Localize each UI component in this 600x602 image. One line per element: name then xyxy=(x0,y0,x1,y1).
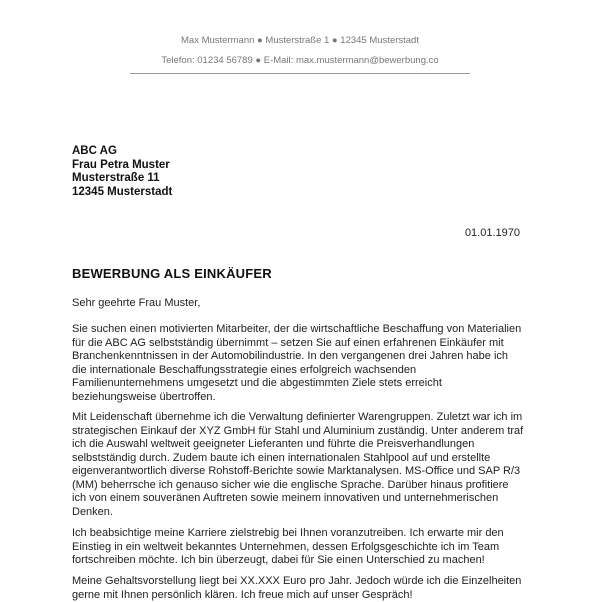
paragraph-line: Sie suchen einen motivierten Mitarbeiter, der die wirtschaftliche Beschaffung von Materialien xyxy=(72,323,532,337)
paragraph-line: ich die Auswahl weltweit geeigneter Lieferanten und führte die Preisverhandlungen xyxy=(72,438,532,452)
paragraph-line: gerne mit Ihnen persönlich klären. Ich freue mich auf unser Gespräch! xyxy=(72,589,532,602)
salutation: Sehr geehrte Frau Muster, xyxy=(72,297,200,309)
letter-subject: BEWERBUNG ALS EINKÄUFER xyxy=(72,266,272,281)
paragraph-line: Familienunternehmens umgesetzt und die abgestimmten Ziele stets erreicht xyxy=(72,377,532,391)
recipient-company: ABC AG xyxy=(72,145,172,159)
sender-contact-line: Telefon: 01234 56789 ● E-Mail: max.mustermann@bewerbung.co xyxy=(0,55,600,66)
paragraph-line: (MM) beherrsche ich genauso sicher wie die englische Sprache. Darüber hinaus profitiere xyxy=(72,479,532,493)
paragraph-line: fortschreiben möchte. Ich bin überzeugt, dabei für Sie einen Unterschied zu machen! xyxy=(72,554,532,568)
paragraph-line: eigenverantwortlich diverse Rohstoff-Berichte sowie Marktanalysen. MS-Office und SAP R/3 xyxy=(72,465,532,479)
paragraph-experience xyxy=(72,411,532,519)
paragraph-line: Ich beabsichtige meine Karriere zielstrebig bei Ihnen voranzutreiben. Ich erwarte mir den xyxy=(72,527,532,541)
paragraph-line: Einstieg in ein weltweit bekanntes Unternehmen, dessen Erfolgsgeschichte ich im Team xyxy=(72,541,532,555)
paragraph-line: beziehungsweise übertroffen. xyxy=(72,391,532,405)
paragraph-motivation xyxy=(72,527,532,568)
paragraph-intro xyxy=(72,323,532,404)
sender-address-line: Max Mustermann ● Musterstraße 1 ● 12345 Musterstadt xyxy=(0,35,600,46)
recipient-address xyxy=(72,145,172,199)
paragraph-line: Mit Leidenschaft übernehme ich die Verwaltung definierter Warengruppen. Zuletzt war ich im xyxy=(72,411,532,425)
paragraph-line: die internationale Beschaffungsstrategie eines erfolgreich wachsenden xyxy=(72,364,532,378)
paragraph-line: strategischen Einkauf der XYZ GmbH für Stahl und Aluminium zuständig. Unter anderem traf xyxy=(72,425,532,439)
header-divider xyxy=(130,73,470,74)
recipient-city: 12345 Musterstadt xyxy=(72,186,172,200)
recipient-street: Musterstraße 11 xyxy=(72,172,172,186)
paragraph-line: für die ABC AG selbstständig übernimmt – setzen Sie auf einen erfahrenen Einkäufer mit xyxy=(72,337,532,351)
paragraph-line: Branchenkenntnissen in der Automobilindustrie. In den vergangenen drei Jahren habe ich xyxy=(72,350,532,364)
letter-date: 01.01.1970 xyxy=(465,227,520,239)
recipient-contact: Frau Petra Muster xyxy=(72,159,172,173)
paragraph-salary xyxy=(72,575,532,602)
paragraph-line: ich von einem souveränen Auftreten sowie meinem innovativen und unternehmerischen xyxy=(72,492,532,506)
paragraph-line: Denken. xyxy=(72,506,532,520)
paragraph-line: Meine Gehaltsvorstellung liegt bei XX.XXX Euro pro Jahr. Jedoch würde ich die Einzelheiten xyxy=(72,575,532,589)
paragraph-line: selbstständig durch. Zudem baute ich einen internationalen Stahlpool auf und erstellte xyxy=(72,452,532,466)
